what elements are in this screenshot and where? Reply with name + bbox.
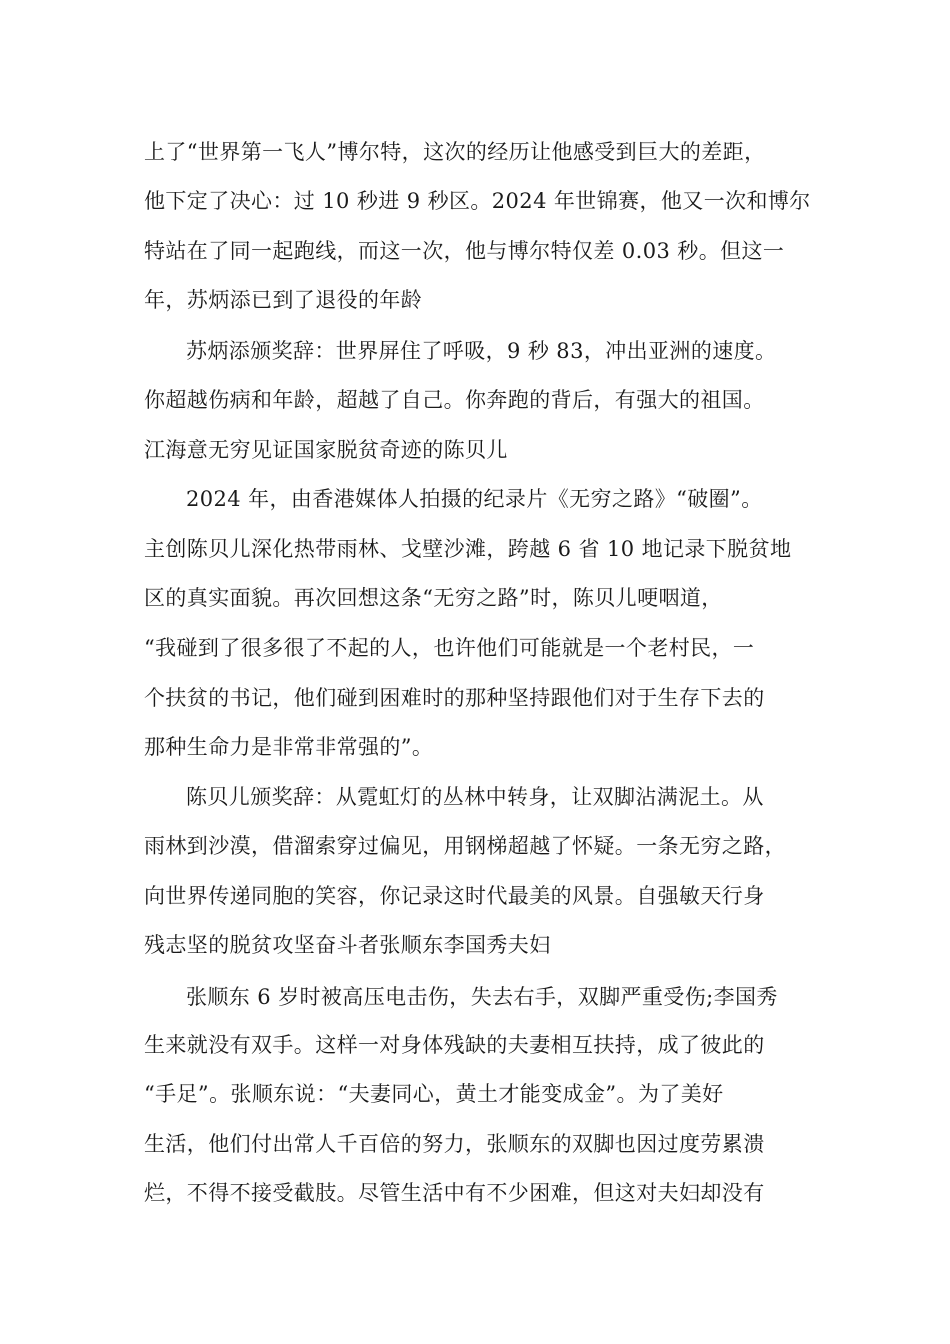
text-line: 烂，不得不接受截肢。尽管生活中有不少困难，但这对夫妇却没有 (144, 1181, 765, 1205)
text-line: 陈贝儿颁奖辞：从霓虹灯的丛林中转身，让双脚沾满泥土。从 (186, 785, 764, 809)
text-line: 区的真实面貌。再次回想这条“无穷之路”时，陈贝儿哽咽道， (144, 586, 723, 610)
text-line: 江海意无穷见证国家脱贫奇迹的陈贝儿 (144, 438, 508, 462)
text-line: 雨林到沙漠，借溜索穿过偏见，用钢梯超越了怀疑。一条无穷之路， (144, 834, 786, 858)
text-line: 你超越伤病和年龄，超越了自己。你奔跑的背后，有强大的祖国。 (144, 388, 765, 412)
text-line: 生来就没有双手。这样一对身体残缺的夫妻相互扶持，成了彼此的 (144, 1033, 765, 1057)
text-line: 那种生命力是非常非常强的”。 (144, 735, 434, 759)
text-line: 个扶贫的书记，他们碰到困难时的那种坚持跟他们对于生存下去的 (144, 686, 765, 710)
text-line: 张顺东 6 岁时被高压电击伤，失去右手，双脚严重受伤;李国秀 (186, 985, 778, 1009)
text-line: 上了“世界第一飞人”博尔特，这次的经历让他感受到巨大的差距， (144, 140, 766, 164)
text-line: “我碰到了很多很了不起的人，也许他们可能就是一个老村民，一 (144, 636, 755, 660)
text-line: 残志坚的脱贫攻坚奋斗者张顺东李国秀夫妇 (144, 933, 551, 957)
text-line: 2024 年，由香港媒体人拍摄的纪录片《无穷之路》“破圈”。 (186, 487, 763, 511)
text-line: 生活，他们付出常人千百倍的努力，张顺东的双脚也因过度劳累溃 (144, 1132, 765, 1156)
text-line: 向世界传递同胞的笑容，你记录这时代最美的风景。自强敏天行身 (144, 884, 765, 908)
text-line: 苏炳添颁奖辞：世界屏住了呼吸，9 秒 83，冲出亚洲的速度。 (186, 339, 777, 363)
text-line: 年，苏炳添已到了退役的年龄 (144, 288, 423, 312)
text-line: 特站在了同一起跑线，而这一次，他与博尔特仅差 0.03 秒。但这一 (144, 239, 785, 263)
text-line: 他下定了决心：过 10 秒进 9 秒区。2024 年世锦赛，他又一次和博尔 (144, 189, 811, 213)
text-line: “手足”。张顺东说：“夫妻同心，黄土才能变成金”。为了美好 (144, 1082, 724, 1106)
text-line: 主创陈贝儿深化热带雨林、戈壁沙滩，跨越 6 省 10 地记录下脱贫地 (144, 537, 792, 561)
